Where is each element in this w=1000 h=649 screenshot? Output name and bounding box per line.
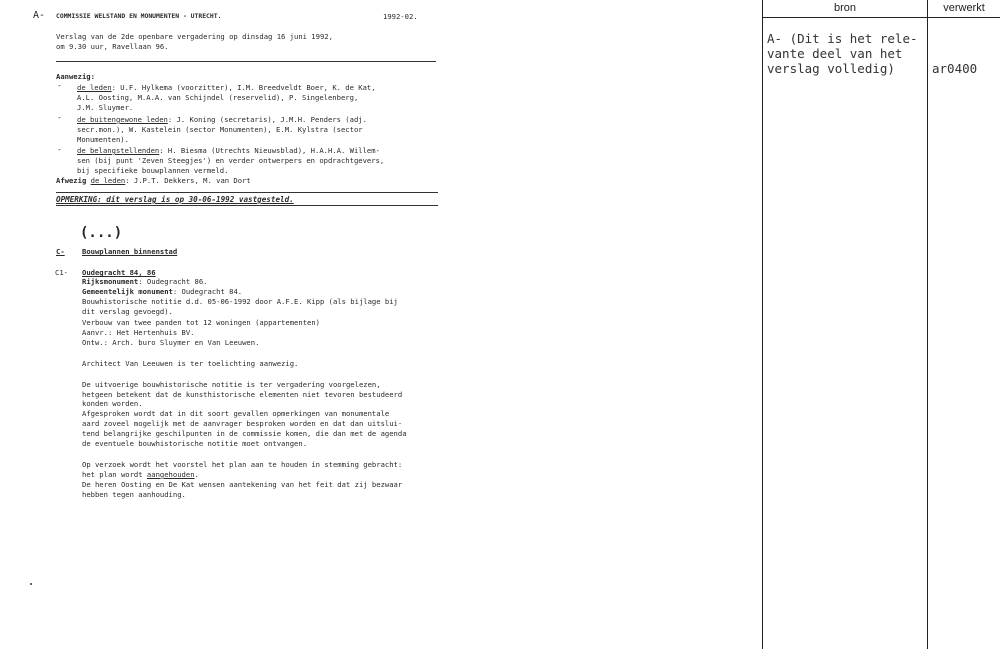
bullet-buitengewone: -: [57, 113, 62, 122]
section-title: Bouwplannen binnenstad: [82, 247, 178, 256]
para2-line-2: [82, 470, 199, 479]
para2-underlined: aangehouden: [146, 470, 195, 479]
intro-line-2: om 9.30 uur, Ravellaan 96.: [56, 42, 169, 51]
para1-line-3: Afgesproken wordt dat in dit soort gevallen opmerkingen van monumentale: [82, 409, 390, 418]
stray-dot: [30, 583, 32, 585]
item-body-1: dit verslag gevoegd).: [82, 307, 173, 316]
section-marker-c: C-: [56, 247, 65, 256]
divider-remark-bottom: [56, 205, 438, 206]
column-divider-middle: [927, 0, 928, 649]
absent-line: [56, 176, 251, 185]
rijks-value: : Oudegracht 86.: [138, 277, 208, 286]
remark-text: OPMERKING: dit verslag is op 30-06-1992 vastgesteld.: [56, 195, 294, 204]
present-heading: Aanwezig:: [56, 72, 95, 81]
buitengewone-line-2: secr.mon.), W. Kastelein (sector Monumenten), E.M. Kylstra (sector: [77, 125, 363, 134]
remark: [56, 195, 294, 204]
architect-line: Architect Van Leeuwen is ter toelichting aanwezig.: [82, 359, 299, 368]
para1-line-2: konden worden.: [82, 399, 143, 408]
belang-line-3: bij specifieke bouwplannen vermeld.: [77, 166, 229, 175]
item-body-4: Ontw.: Arch. buro Sluymer en Van Leeuwen.: [82, 338, 260, 347]
column-divider-left: [762, 0, 763, 649]
divider-remark-top: [56, 192, 438, 193]
para1-line-5: tend belangrijke geschilpunten in de commissie komen, die dan met de agenda: [82, 429, 407, 438]
bullet-belangstellenden: -: [57, 145, 62, 154]
buitengewone-label: de buitengewone leden: [77, 115, 168, 124]
document-title: COMMISSIE WELSTAND EN MONUMENTEN - UTRECHT.: [56, 12, 222, 20]
para2-suffix: .: [194, 470, 199, 479]
belang-line-1: [77, 146, 380, 155]
para1-line-4: aard zoveel mogelijk met de aanvrager besproken worden en dat dan uitslui-: [82, 419, 403, 428]
bron-note: A- (Dit is het rele- vante deel van het verslag volledig): [767, 31, 918, 76]
item-body-3: Aanvr.: Het Hertenhuis BV.: [82, 328, 195, 337]
para1-line-1: hetgeen betekent dat de kunsthistorische elementen niet tevoren bestudeerd: [82, 390, 403, 399]
belang-label: de belangstellenden: [77, 146, 160, 155]
divider-top: [56, 61, 436, 62]
column-header-verwerkt: verwerkt: [943, 2, 985, 14]
absent-text: : J.P.T. Dekkers, M. van Dort: [125, 176, 251, 185]
verwerkt-code: ar0400: [932, 61, 978, 76]
buitengewone-line-1: [77, 115, 367, 124]
buitengewone-text: : J. Koning (secretaris), J.M.H. Penders (adj.: [167, 115, 367, 124]
leden-line-2: A.L. Oosting, M.A.A. van Schijndel (reservelid), P. Singelenberg,: [77, 93, 359, 102]
document-number: 1992-02.: [383, 12, 418, 21]
para2-prefix: het plan wordt: [82, 470, 147, 479]
item-marker: C1-: [55, 268, 68, 277]
para2-line-3: De heren Oosting en De Kat wensen aantekening van het feit dat zij bezwaar: [82, 480, 403, 489]
rijksmonument-line: [82, 277, 208, 286]
item-body-0: Bouwhistorische notitie d.d. 05-06-1992 door A.F.E. Kipp (als bijlage bij: [82, 297, 398, 306]
header-underline: [762, 17, 1000, 18]
para1-line-6: de eventuele bouwhistorische notitie moet ontvangen.: [82, 439, 308, 448]
column-header-bron: bron: [833, 2, 857, 14]
buitengewone-line-3: Monumenten).: [77, 135, 129, 144]
intro-line-1: Verslag van de 2de openbare vergadering op dinsdag 16 juni 1992,: [56, 32, 333, 41]
leden-line-3: J.M. Sluymer.: [77, 103, 134, 112]
gem-label: Gemeentelijk monument: [82, 287, 173, 296]
belang-text: : H. Biesma (Utrechts Nieuwsblad), H.A.H.A. Willem-: [159, 146, 380, 155]
para1-line-0: De uitvoerige bouwhistorische notitie is ter vergadering voorgelezen,: [82, 380, 381, 389]
belang-line-2: sen (bij punt 'Zeven Steegjes') en verder ontwerpers en opdrachtgevers,: [77, 156, 385, 165]
item-body-2: Verbouw van twee panden tot 12 woningen (appartementen): [82, 318, 320, 327]
leden-text: : U.F. Hylkema (voorzitter), I.M. Breedveldt Boer, K. de Kat,: [111, 83, 376, 92]
gemeentelijk-line: [82, 287, 242, 296]
absent-label: de leden: [90, 176, 126, 185]
item-title: Oudegracht 84, 86: [82, 268, 156, 277]
rijks-label: Rijksmonument: [82, 277, 139, 286]
leden-label: de leden: [77, 83, 112, 92]
absent-prefix: Afwezig: [56, 176, 91, 185]
leden-line-1: [77, 83, 376, 92]
para2-line-4: hebben tegen aanhouding.: [82, 490, 186, 499]
bullet-leden: -: [57, 81, 62, 90]
section-marker-a: A-: [33, 10, 46, 21]
gem-value: : Oudegracht 84.: [172, 287, 243, 296]
para2-line-1: Op verzoek wordt het voorstel het plan aan te houden in stemming gebracht:: [82, 460, 403, 469]
ellipsis: (...): [80, 225, 123, 241]
